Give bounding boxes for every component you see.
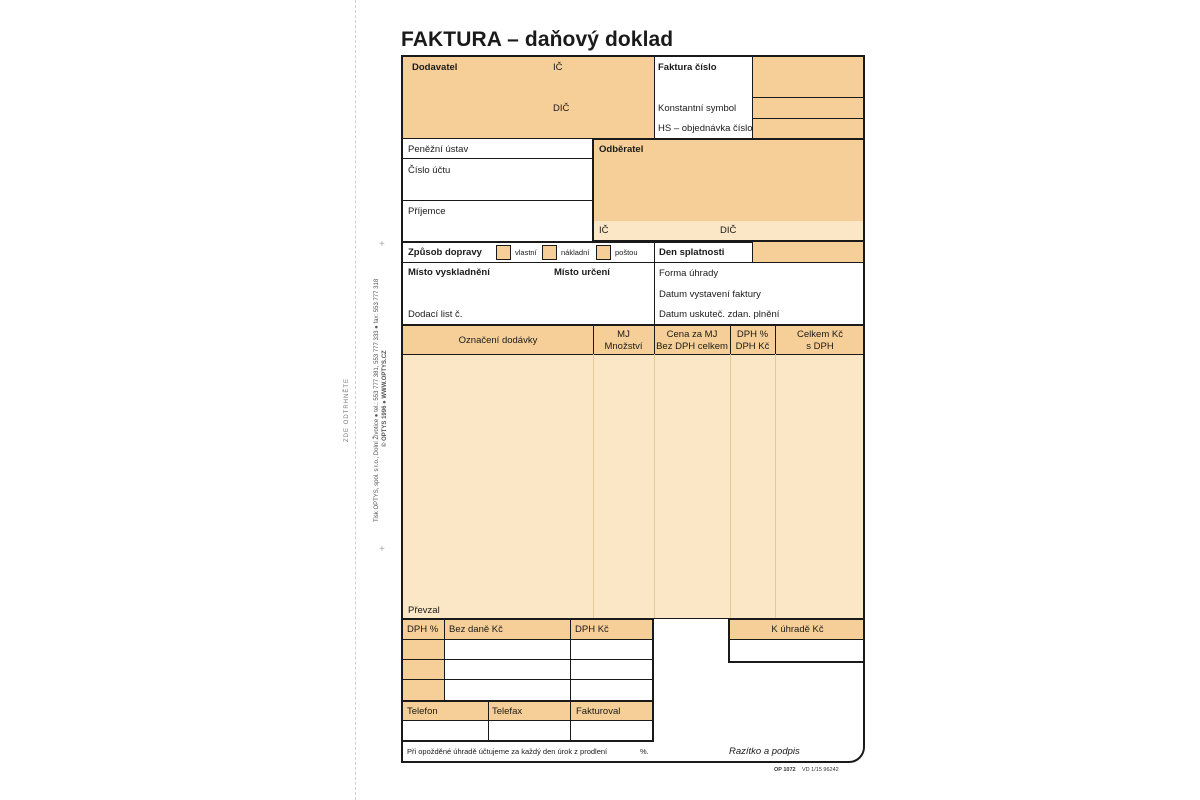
phone-label: Telefon (407, 706, 438, 717)
tear-mark: + (379, 239, 385, 250)
due-label: Den splatnosti (659, 247, 725, 258)
transport-post-label: poštou (615, 248, 638, 257)
form-code: OP 1072 (774, 767, 796, 773)
col-vat-rate: DPH % (736, 329, 769, 340)
recipient-label: Příjemce (408, 206, 446, 217)
customer-label: Odběratel (599, 144, 644, 155)
col-price-total: Bez DPH celkem (656, 341, 728, 352)
customer-ic-label: IČ (599, 225, 609, 236)
col-price: Cena za MJ (666, 329, 718, 340)
unload-place-label: Místo vyskladnění (408, 267, 490, 278)
payment-label: Forma úhrady (659, 268, 719, 279)
page-title: FAKTURA – daňový doklad (401, 28, 674, 51)
delivery-note-label: Dodací list č. (408, 309, 463, 320)
issue-date-label: Datum vystavení faktury (659, 289, 761, 300)
hs-order-label: HS – objednávka číslo (658, 123, 753, 134)
col-vat-amount: DPH Kč (735, 341, 770, 352)
tear-here-label: ZDE ODTRHNĚTE (344, 378, 350, 442)
col-total-vat: s DPH (806, 341, 834, 352)
issued-by-label: Fakturoval (576, 706, 621, 717)
vat-rate-header: DPH % (407, 624, 439, 635)
transport-freight-label: nákladní (561, 248, 590, 257)
received-by-label: Převzal (408, 605, 440, 616)
destination-label: Místo určení (554, 267, 610, 278)
stamp-signature-label: Razítko a podpis (729, 746, 800, 757)
transport-freight-checkbox[interactable] (542, 245, 557, 260)
transport-own-label: vlastní (515, 248, 537, 257)
to-pay-label: K úhradě Kč (771, 624, 824, 635)
col-item: Označení dodávky (458, 335, 538, 346)
invoice-number-label: Faktura číslo (658, 62, 717, 73)
tear-mark: + (379, 544, 385, 555)
penalty-unit: %. (640, 747, 649, 756)
col-total: Celkem Kč (797, 329, 843, 340)
items-body[interactable] (403, 354, 865, 618)
invoice-form (401, 55, 865, 763)
printer-info: Tisk OPTYS, spol. s r.o., Dolní Životice ● tel.: 553 777 381, 553 777 333 ● fax: 553 777 318 (374, 278, 380, 522)
account-label: Číslo účtu (408, 165, 451, 176)
printer-web: © OPTYS 1996 ● WWW.OPTYS.CZ (382, 350, 388, 447)
col-qty: Množství (604, 341, 643, 352)
due-date-fill[interactable] (752, 242, 865, 262)
customer-dic-label: DIČ (720, 225, 737, 236)
transport-post-checkbox[interactable] (596, 245, 611, 260)
const-symbol-label: Konstantní symbol (658, 103, 737, 114)
vat-base-header: Bez daně Kč (449, 624, 503, 635)
tear-line (355, 0, 356, 800)
supplier-dic-label: DIČ (553, 103, 570, 114)
penalty-text: Při opožděné úhradě účtujeme za každý den úrok z prodlení (407, 747, 608, 756)
supplier-ic-label: IČ (553, 62, 563, 73)
taxable-date-label: Datum uskuteč. zdan. plnění (659, 309, 780, 320)
fax-label: Telefax (492, 706, 523, 717)
form-meta: VD 1/15 96242 (802, 767, 839, 773)
transport-own-checkbox[interactable] (496, 245, 511, 260)
col-mj: MJ (617, 329, 630, 340)
bank-label: Peněžní ústav (408, 144, 469, 155)
vat-amount-header: DPH Kč (575, 624, 609, 635)
supplier-label: Dodavatel (412, 62, 458, 73)
transport-label: Způsob dopravy (408, 247, 482, 258)
